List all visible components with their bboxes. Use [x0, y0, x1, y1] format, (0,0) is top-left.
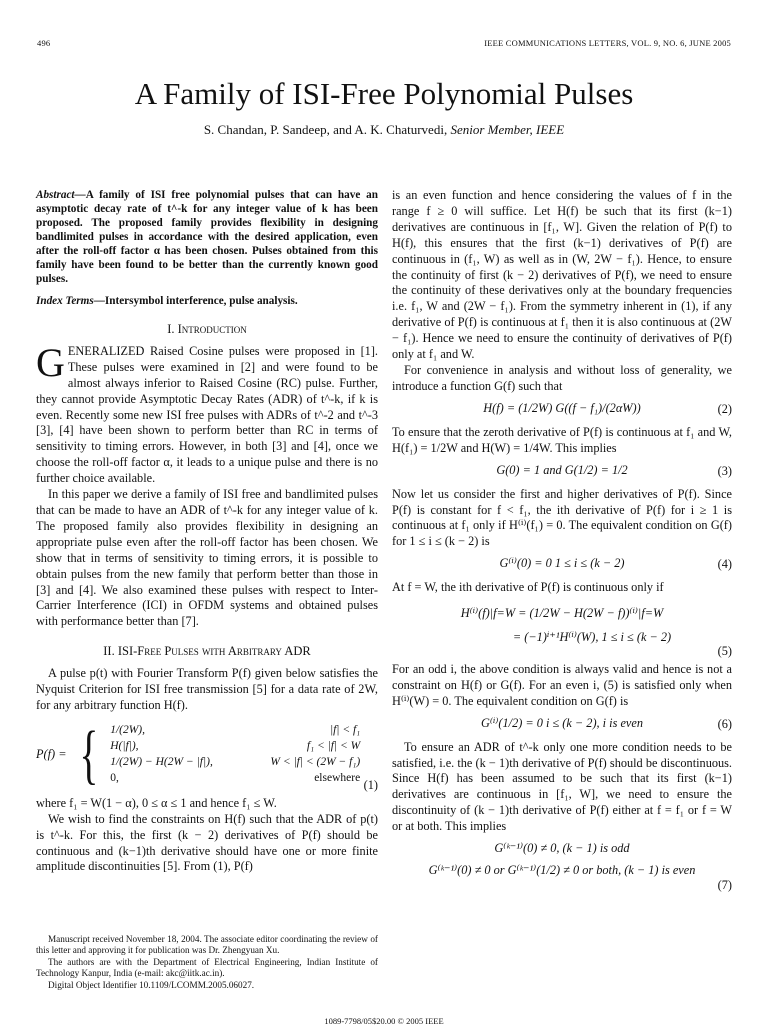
- equation-6-body: G⁽ⁱ⁾(1/2) = 0 i ≤ (k − 2), i is even: [481, 715, 643, 730]
- abstract-label: Abstract—: [36, 189, 86, 201]
- equation-7-line-2: G⁽ᵏ⁻¹⁾(0) ≠ 0 or G⁽ᵏ⁻¹⁾(1/2) ≠ 0 or both, (k − 1) is even: [428, 863, 696, 877]
- right-column: [392, 188, 732, 892]
- equation-5-line-1: H⁽ⁱ⁾(f)|f=W = (1/2W − H(2W − f))⁽ⁱ⁾|f=W: [460, 606, 664, 621]
- equation-7-line-1: G⁽ᵏ⁻¹⁾(0) ≠ 0, (k − 1) is odd: [494, 841, 630, 856]
- equation-1: [36, 717, 378, 792]
- equation-number: (6): [717, 716, 732, 731]
- footnote-manuscript: Manuscript received November 18, 2004. The associate editor coordinating the review of this letter and approving it for publication was Dr. Zhengyuan Xu.: [36, 934, 378, 956]
- copyright-footer: 1089-7798/05$20.00 © 2005 IEEE: [324, 1016, 444, 1026]
- index-terms-label: Index Terms—: [36, 295, 105, 307]
- equation-number: (5): [717, 644, 732, 659]
- equation-4: [392, 556, 732, 574]
- equation-5: [392, 606, 732, 659]
- author-role: Senior Member, IEEE: [450, 122, 565, 137]
- equation-number: (2): [717, 401, 732, 416]
- right-paragraph-3: To ensure that the zeroth derivative of P(f) is continuous at f₁ and W, H(f₁) = 1/2W and H(W) = 1/4W. This implies: [392, 424, 732, 455]
- abstract-text: A family of ISI free polynomial pulses that can have an asymptotic decay rate of t^-k for any integer value of k has been proposed. The proposed family provides flexibility in designing bandlimited pulses in accordance with the desired application, even after the roll-off factor α has been chosen. Pulses obtained from this family have been found to be better than the currently known good pulses.: [36, 189, 378, 285]
- journal-header: IEEE COMMUNICATIONS LETTERS, VOL. 9, NO. 6, JUNE 2005: [484, 38, 731, 48]
- footnote-affiliation: The authors are with the Department of Electrical Engineering, Indian Institute of Technology Kanpur, India (e-mail: akc@iitk.ac.in).: [36, 956, 378, 979]
- right-paragraph-2: For convenience in analysis and without loss of generality, we introduce a function G(f) such that: [392, 362, 732, 393]
- right-paragraph-1: is an even function and hence considering the values of f in the range f ≥ 0 will suffice. Let H(f) be such that its first (k−1) derivatives are continuous in [f₁, W]. Given the relation of P(f) to H(f), this ensures that the first (k−1) derivatives of P(f) are continuous in (f₁, W) as well as in (W, 2W − f₁). Hence, to ensure the continuity of first (k − 2) derivatives of P(f), we need to ensure the continuity of these derivatives only at the boundary frequencies i.e. f₁, W and (2W − f₁). From the symmetry inherent in (1), if any derivative of P(f) is continuous at f₁ then it is also continuous at (2W − f₁). Hence we need to ensure the continuity of derivatives of P(f) only at f₁ and W.: [392, 188, 732, 362]
- section-heading-intro: I. Introduction: [167, 322, 247, 336]
- paper-title: A Family of ISI-Free Polynomial Pulses: [134, 76, 634, 111]
- piecewise-definition: [36, 717, 378, 791]
- case-expr: 0,: [110, 772, 119, 785]
- equation-2: [392, 401, 732, 419]
- isi-paragraph-3: We wish to find the constraints on H(f) such that the ADR of p(t) is t^-k. For this, the first (k − 2) derivatives of P(f) should be continuous and (k−1)th derivative should have one or more finite amplitude discontinuities [5]. From (1), P(f): [36, 811, 378, 874]
- right-paragraph-5: At f = W, the ith derivative of P(f) is continuous only if: [392, 580, 664, 595]
- equation-7: [392, 841, 732, 892]
- page-number: 496: [37, 38, 51, 48]
- case-expr: H(|f|),: [110, 740, 139, 753]
- equation-1-lhs: P(f) =: [36, 746, 67, 761]
- left-column: [36, 188, 378, 875]
- equation-number: (4): [717, 557, 732, 572]
- index-terms: [36, 294, 378, 308]
- index-terms-text: Intersymbol interference, pulse analysis.: [104, 295, 298, 307]
- equation-6: [392, 716, 732, 734]
- right-paragraph-4: Now let us consider the first and higher derivatives of P(f). Since P(f) is constant for f < f₁, the ith derivative of P(f) for i ≥ 1 is continuous at f₁ only if H⁽ⁱ⁾(f₁) = 0. The equivalent condition on G(f) for 1 ≤ i ≤ (k − 2) is: [392, 486, 732, 549]
- equation-5-line-2: = (−1)ⁱ⁺¹H⁽ⁱ⁾(W), 1 ≤ i ≤ (k − 2): [512, 630, 672, 645]
- right-paragraph-7: To ensure an ADR of t^-k only one more condition needs to be satisfied, i.e. the (k − 1)th derivative of P(f) should be discontinuous. Since H(f) has been assumed to be such that its first (k−1) derivatives are continuous in [f₁, W], we need to ensure the discontinuity of (k − 1)th derivative of P(f) either at f = f₁ or f = W or at both. This implies: [392, 739, 732, 834]
- equation-number: (3): [717, 463, 732, 478]
- equation-4-body: G⁽ⁱ⁾(0) = 0 1 ≤ i ≤ (k − 2): [499, 556, 625, 571]
- section-heading-isi: II. ISI-Free Pulses with Arbitrary ADR: [103, 644, 311, 659]
- abstract: [36, 188, 378, 286]
- case-cond: elsewhere: [314, 772, 361, 785]
- isi-paragraph-1: A pulse p(t) with Fourier Transform P(f) given below satisfies the Nyquist Criterion for ISI free transmission [5] for a data rate of 2W, for any arbitrary function H(f).: [36, 666, 378, 712]
- footnotes: [36, 934, 378, 991]
- author-line: [0, 122, 768, 138]
- case-expr: 1/(2W),: [110, 724, 145, 737]
- authors: S. Chandan, P. Sandeep, and A. K. Chaturvedi,: [203, 122, 448, 137]
- case-cond: W < |f| < (2W − f₁): [270, 756, 361, 769]
- intro-paragraph-2: In this paper we derive a family of ISI free and bandlimited pulses that can be made to have an ADR of t^-k for any integer value of k. The proposed family also provides flexibility in designing an appropriate pulse even after the roll-off factor has been chosen. We show that in terms of sensitivity to timing errors, it is possible to obtain pulses from the new family that perform better than those in [3] and [4]. We also examined these pulses with respect to Inter-Carrier Interference (ICI) in OFDM systems and obtained pulses with performance better than [7].: [36, 487, 378, 629]
- equation-2-body: H(f) = (1/2W) G((f − f₁)/(2αW)): [483, 400, 641, 415]
- equation-3: [392, 463, 732, 481]
- intro-paragraph-1-text: ENERALIZED Raised Cosine pulses were proposed in [1]. These pulses were examined in [2] and were found to be almost always inferior to Raised Cosine (RC) pulse. Further, they cannot provide Asymptotic Decay Rates (ADR) of t^-k, if k is even. Recently some new ISI free pulses with ADRs of t^-2 and t^-3 [3], [4] have been shown to perform better than RC in terms of sensitivity to timing errors. However, in both [3] and [4], once we choose the roll-off factor α, it leads to a unique pulse and there is no further choice available.: [36, 343, 378, 486]
- case-cond: |f| < f₁: [329, 724, 361, 737]
- equation-3-body: G(0) = 1 and G(1/2) = 1/2: [496, 462, 628, 477]
- drop-cap: G: [36, 339, 65, 385]
- equation-number: (1): [363, 777, 378, 792]
- equation-1-cases: [110, 723, 360, 786]
- case-expr: 1/(2W) − H(2W − |f|),: [110, 756, 213, 769]
- right-paragraph-6: For an odd i, the above condition is always valid and hence is not a constraint on H(f) or G(f). For an even i, (5) is satisfied only when H⁽ⁱ⁾(W) = 0. The equivalent condition on G(f) is: [392, 661, 732, 708]
- case-cond: f₁ < |f| < W: [306, 740, 361, 753]
- isi-paragraph-2: where f₁ = W(1 − α), 0 ≤ α ≤ 1 and hence f₁ ≤ W.: [36, 795, 277, 810]
- footnote-doi: Digital Object Identifier 10.1109/LCOMM.2005.06027.: [48, 979, 255, 990]
- intro-paragraph-1: [36, 339, 378, 487]
- brace-symbol: {: [78, 717, 98, 791]
- equation-number: (7): [717, 878, 732, 892]
